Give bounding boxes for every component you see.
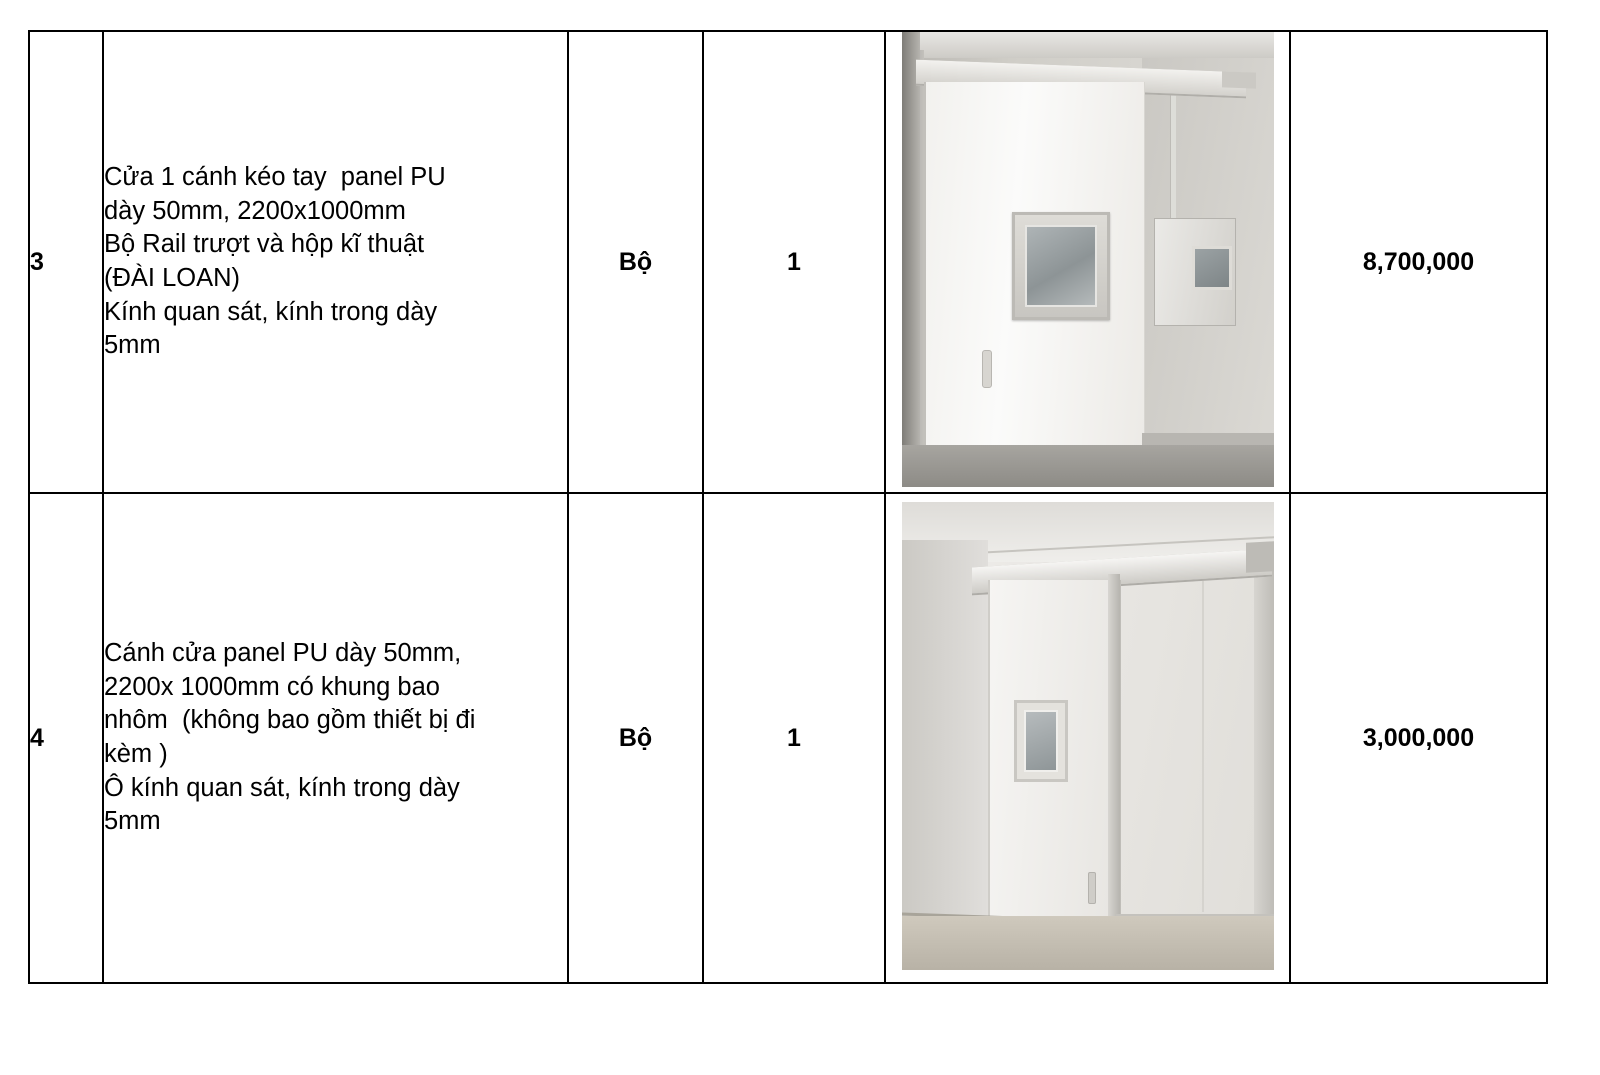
description-line: kèm )	[104, 740, 168, 768]
table-row	[29, 493, 1547, 983]
description-line: nhôm (không bao gồm thiết bị đi	[104, 706, 476, 735]
product-photo-sliding-door-with-control-box	[902, 32, 1274, 487]
row-unit: Bộ	[568, 31, 703, 493]
description-line: dày 50mm, 2200x1000mm	[104, 196, 406, 225]
row-description	[103, 493, 568, 983]
door-handle	[1088, 872, 1096, 904]
description-line: (ĐÀI LOAN)	[104, 264, 241, 292]
description-line: Ô kính quan sát, kính trong dày	[104, 773, 460, 802]
description-line: Cánh cửa panel PU dày 50mm,	[104, 639, 462, 668]
description-line: 2200x 1000mm có khung bao	[104, 672, 440, 701]
description-line: 5mm	[104, 331, 161, 360]
row-price: 3,000,000	[1290, 493, 1547, 983]
row-quantity: 1	[703, 31, 885, 493]
row-number: 4	[29, 493, 103, 983]
description-line: Cửa 1 cánh kéo tay panel PU	[104, 163, 446, 192]
row-price: 8,700,000	[1290, 31, 1547, 493]
row-image-cell	[885, 493, 1290, 983]
description-line: Bộ Rail trượt và hộp kĩ thuật	[104, 230, 425, 259]
quotation-table	[28, 30, 1548, 984]
door-window	[1014, 700, 1068, 782]
row-description	[103, 31, 568, 493]
row-number: 3	[29, 31, 103, 493]
row-image-cell	[885, 31, 1290, 493]
row-unit: Bộ	[568, 493, 703, 983]
description-line: 5mm	[104, 807, 161, 836]
table-row	[29, 31, 1547, 493]
door-handle	[982, 350, 992, 388]
row-quantity: 1	[703, 493, 885, 983]
door-window	[1012, 212, 1110, 320]
description-line: Kính quan sát, kính trong dày	[104, 297, 438, 326]
product-photo-sliding-door-in-room	[902, 502, 1274, 970]
